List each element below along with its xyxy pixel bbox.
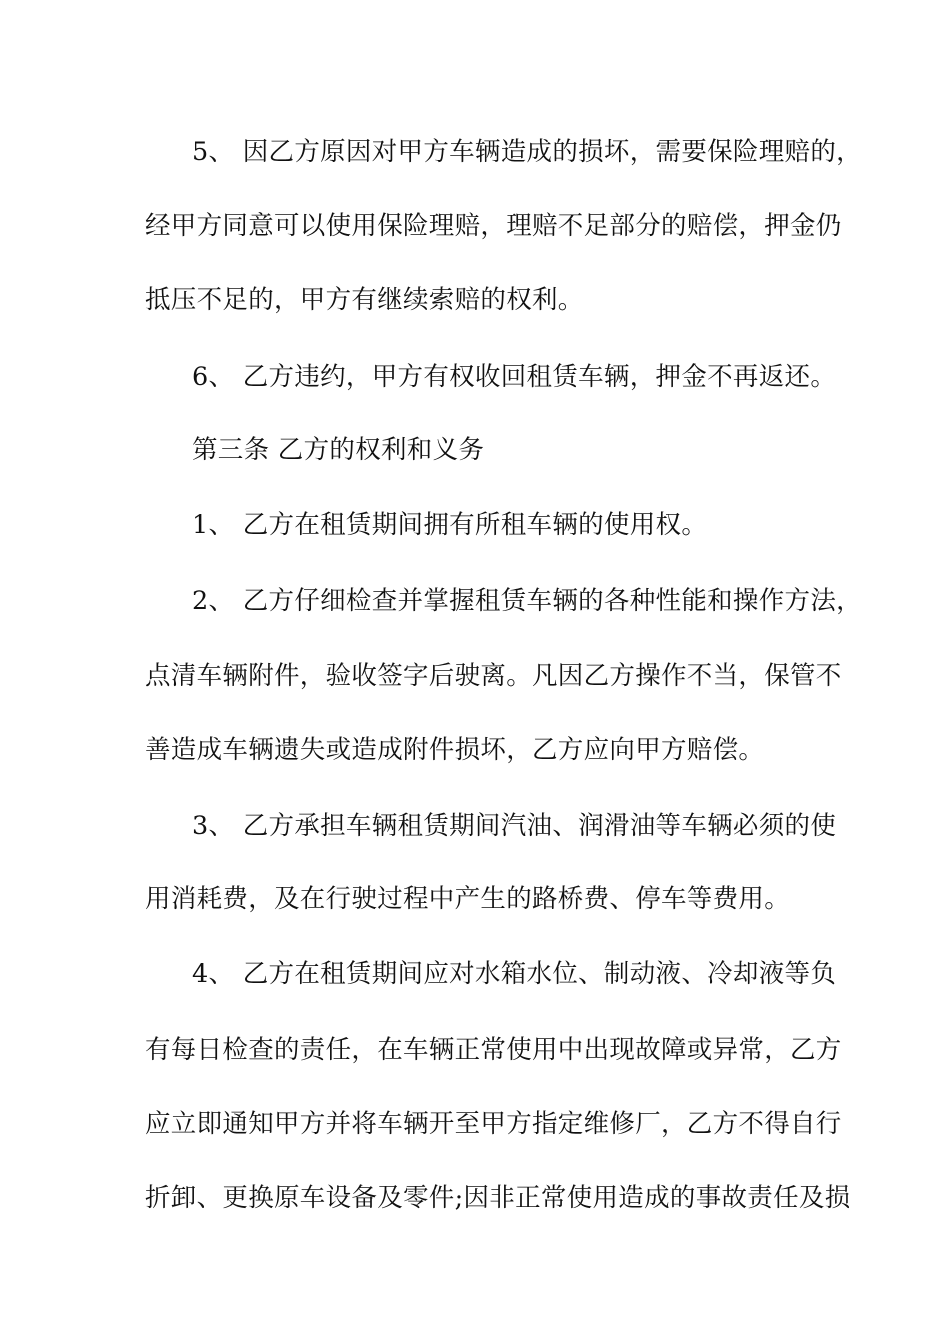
item-3-line-2: 用消耗费，及在行驶过程中产生的路桥费、停车等费用。 — [145, 884, 791, 914]
item-4-line-3: 应立即通知甲方并将车辆开至甲方指定维修厂，乙方不得自行 — [145, 1109, 842, 1139]
item-4-line-2: 有每日检查的责任，在车辆正常使用中出现故障或异常，乙方 — [145, 1035, 842, 1065]
item-2-line-2: 点清车辆附件，验收签字后驶离。凡因乙方操作不当，保管不 — [145, 661, 842, 691]
item-3-line-1: 3、 乙方承担车辆租赁期间汽油、润滑油等车辆必须的使 — [192, 811, 837, 841]
item-4-line-4: 折卸、更换原车设备及零件;因非正常使用造成的事故责任及损 — [145, 1183, 851, 1213]
clause-6-line-1: 6、 乙方违约，甲方有权收回租赁车辆，押金不再返还。 — [192, 362, 837, 392]
clause-5-line-1: 5、 因乙方原因对甲方车辆造成的损坏，需要保险理赔的， — [192, 137, 862, 167]
item-2-line-1: 2、 乙方仔细检查并掌握租赁车辆的各种性能和操作方法， — [192, 586, 862, 616]
clause-5-line-2: 经甲方同意可以使用保险理赔，理赔不足部分的赔偿，押金仍 — [145, 211, 842, 241]
article-three-heading: 第三条 乙方的权利和义务 — [192, 435, 485, 465]
item-2-line-3: 善造成车辆遗失或造成附件损坏，乙方应向甲方赔偿。 — [145, 735, 765, 765]
clause-5-line-3: 抵压不足的，甲方有继续索赔的权利。 — [145, 285, 584, 315]
item-4-line-1: 4、 乙方在租赁期间应对水箱水位、制动液、冷却液等负 — [192, 959, 837, 989]
item-1-line-1: 1、 乙方在租赁期间拥有所租车辆的使用权。 — [192, 510, 708, 540]
